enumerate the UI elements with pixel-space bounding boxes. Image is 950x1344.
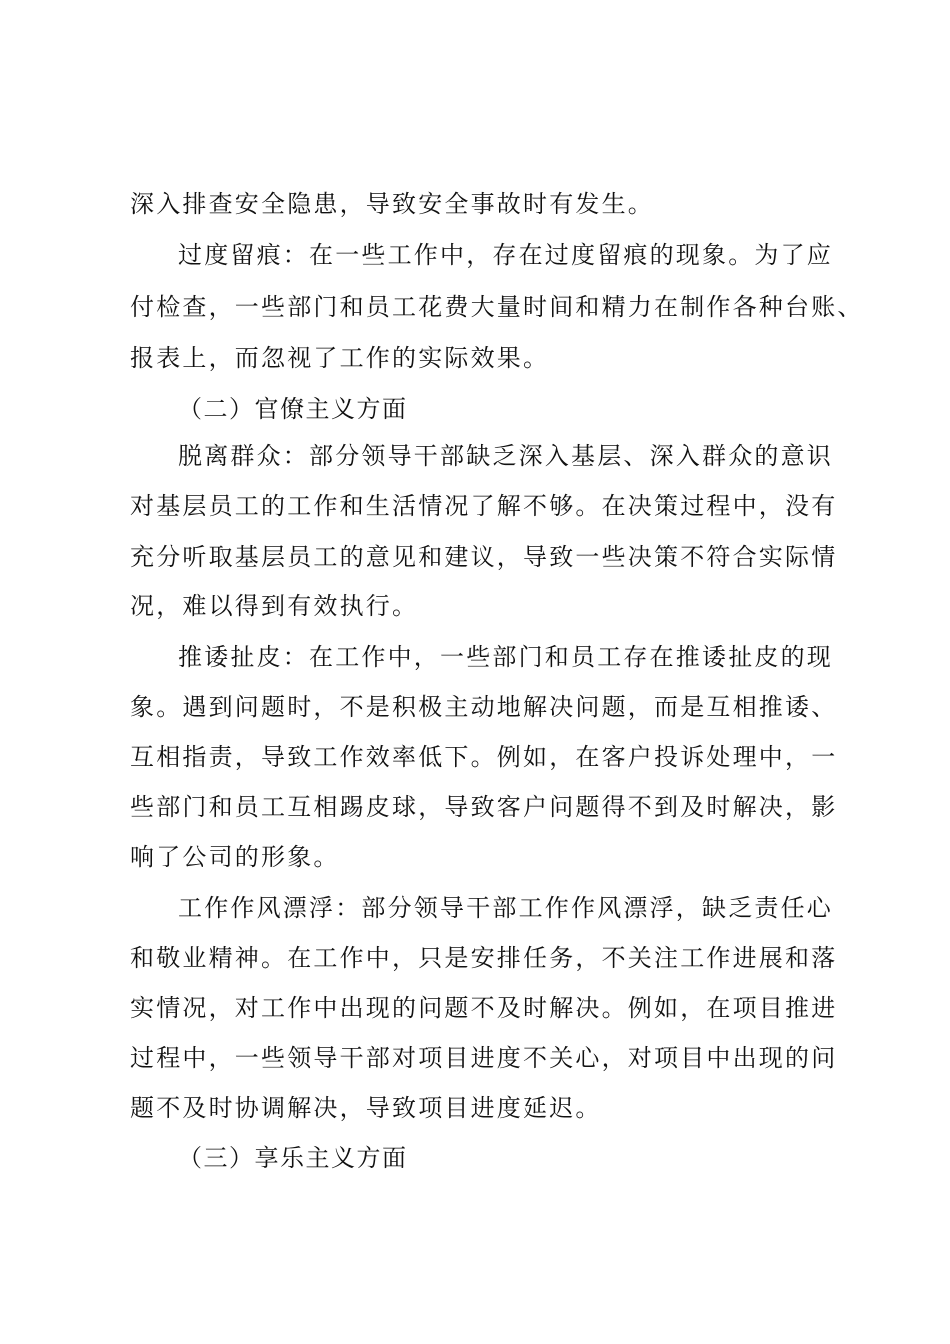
paragraph-line: 题不及时协调解决，导致项目进度延迟。 bbox=[130, 1094, 602, 1122]
paragraph-line: 推诿扯皮：在工作中，一些部门和员工存在推诿扯皮的现 bbox=[178, 643, 833, 671]
paragraph-line: 脱离群众：部分领导干部缺乏深入基层、深入群众的意识 bbox=[178, 442, 833, 470]
paragraph-line: 况，难以得到有效执行。 bbox=[130, 592, 419, 620]
paragraph-line: 报表上，而忽视了工作的实际效果。 bbox=[130, 344, 550, 372]
paragraph-line: 响了公司的形象。 bbox=[130, 843, 340, 871]
section-heading: （三）享乐主义方面 bbox=[178, 1144, 408, 1172]
paragraph-line: 深入排查安全隐患，导致安全事故时有发生。 bbox=[130, 190, 654, 218]
paragraph-line: 付检查，一些部门和员工花费大量时间和精力在制作各种台账、 bbox=[130, 293, 864, 321]
paragraph-line: 对基层员工的工作和生活情况了解不够。在决策过程中，没有 bbox=[130, 492, 838, 520]
paragraph-line: 过度留痕：在一些工作中，存在过度留痕的现象。为了应 bbox=[178, 241, 833, 269]
paragraph-line: 过程中，一些领导干部对项目进度不关心，对项目中出现的问 bbox=[130, 1044, 838, 1072]
paragraph-line: 和敬业精神。在工作中，只是安排任务，不关注工作进展和落 bbox=[130, 944, 838, 972]
paragraph-line: 些部门和员工互相踢皮球，导致客户问题得不到及时解决，影 bbox=[130, 793, 838, 821]
section-heading: （二）官僚主义方面 bbox=[178, 395, 408, 423]
paragraph-line: 象。遇到问题时，不是积极主动地解决问题，而是互相推诿、 bbox=[130, 693, 838, 721]
paragraph-line: 工作作风漂浮：部分领导干部工作作风漂浮，缺乏责任心 bbox=[178, 894, 833, 922]
paragraph-line: 实情况，对工作中出现的问题不及时解决。例如，在项目推进 bbox=[130, 994, 838, 1022]
paragraph-line: 充分听取基层员工的意见和建议，导致一些决策不符合实际情 bbox=[130, 543, 838, 571]
paragraph-line: 互相指责，导致工作效率低下。例如，在客户投诉处理中，一 bbox=[130, 743, 838, 771]
